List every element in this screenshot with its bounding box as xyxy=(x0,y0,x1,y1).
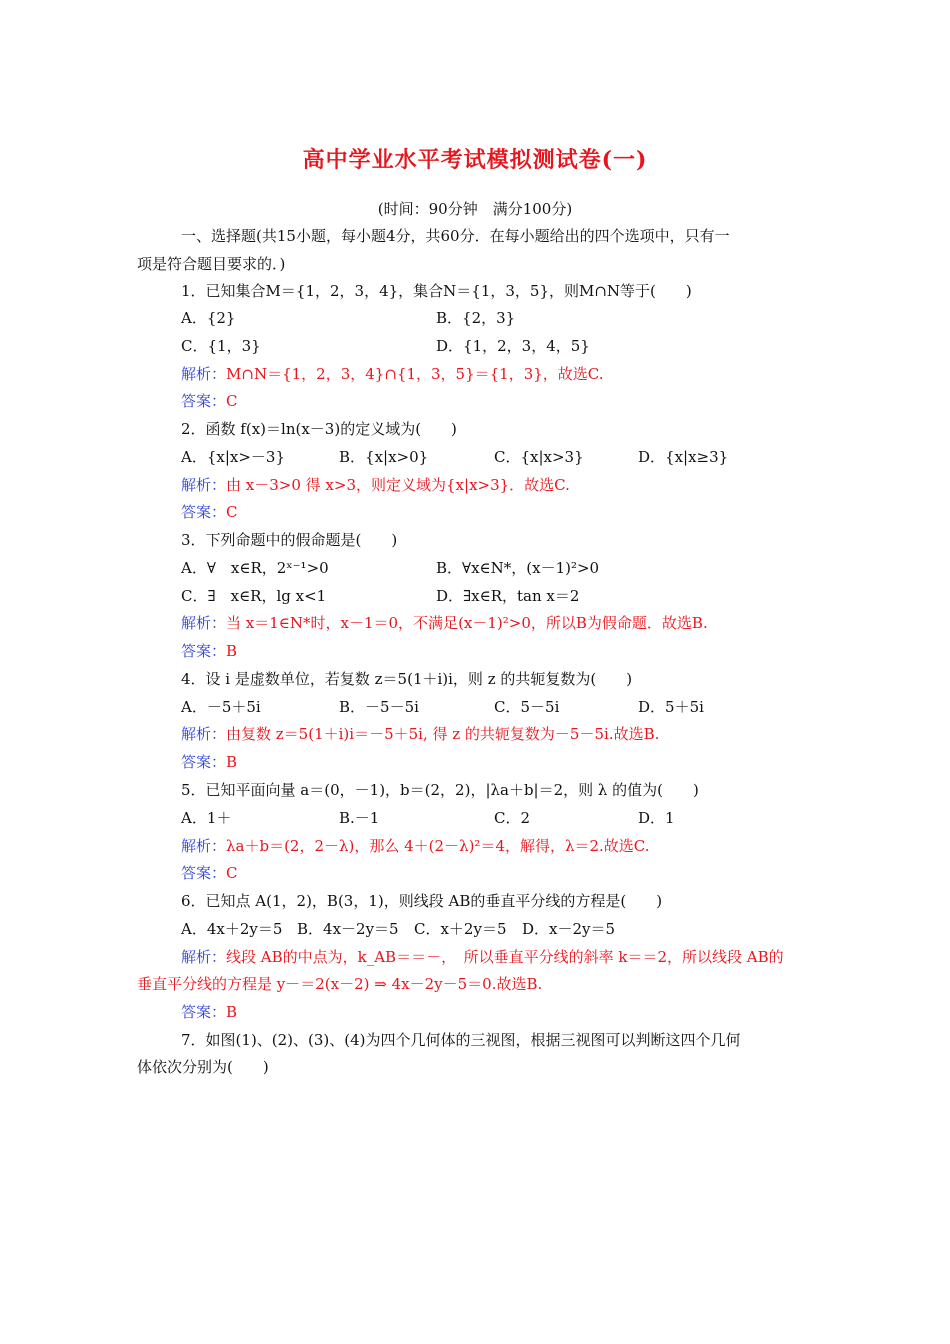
question-6-option-c: C．x＋2y＝5 xyxy=(414,920,507,938)
analysis-text: 由 x－3>0 得 x>3，则定义域为{x|x>3}．故选C. xyxy=(226,476,570,494)
question-6-option-a: A．4x＋2y＝5 xyxy=(181,920,283,938)
question-5-option-b: B.－1 xyxy=(339,809,380,827)
analysis-text: λa＋b＝(2，2－λ)，那么 4＋(2－λ)²＝4，解得，λ＝2.故选C. xyxy=(226,837,650,855)
answer-value: B xyxy=(226,1003,238,1021)
answer-value: C xyxy=(226,392,238,410)
question-5-option-a: A．1＋ xyxy=(181,809,232,827)
question-4-option-d: D．5＋5i xyxy=(638,698,704,716)
analysis-text: 线段 AB的中点为，k_AB＝＝－， 所以垂直平分线的斜率 k＝＝2，所以线段 AB的 xyxy=(226,948,784,966)
question-6-option-b: B．4x－2y＝5 xyxy=(297,920,399,938)
analysis-label: 解析： xyxy=(181,725,227,743)
answer-label: 答案： xyxy=(181,753,227,771)
answer-label: 答案： xyxy=(181,864,227,882)
question-3-option-a: A．∀ x∈R，2ˣ⁻¹>0 xyxy=(181,559,329,577)
exam-time-info: (时间：90分钟 满分100分) xyxy=(377,200,573,218)
answer-value: C xyxy=(226,864,238,882)
question-3-answer xyxy=(181,641,237,661)
question-2-option-a: A．{x|x>－3} xyxy=(181,448,286,466)
answer-value: C xyxy=(226,503,238,521)
question-3-option-d: D．∃x∈R，tan x＝2 xyxy=(436,587,580,605)
analysis-text: 当 x＝1∈N*时，x－1＝0，不满足(x－1)²>0，所以B为假命题．故选B. xyxy=(226,614,708,632)
question-6-stem: 6．已知点 A(1，2)，B(3，1)，则线段 AB的垂直平分线的方程是( ) xyxy=(181,892,663,910)
analysis-label: 解析： xyxy=(181,365,227,383)
question-3-option-c: C．∃ x∈R，lg x<1 xyxy=(181,587,327,605)
answer-value: B xyxy=(226,753,238,771)
question-1-answer xyxy=(181,391,238,411)
question-4-answer xyxy=(181,752,237,772)
analysis-label: 解析： xyxy=(181,837,227,855)
question-6-answer xyxy=(181,1002,237,1022)
question-1-stem: 1．已知集合M＝{1，2，3，4}，集合N＝{1，3，5}，则M∩N等于( ) xyxy=(181,282,692,300)
question-5-stem: 5．已知平面向量 a＝(0，－1)，b＝(2，2)，|λa＋b|＝2，则 λ 的值为( ) xyxy=(181,781,699,799)
question-2-option-c: C．{x|x>3} xyxy=(494,448,584,466)
analysis-label: 解析： xyxy=(181,948,227,966)
question-4-analysis xyxy=(181,724,659,744)
question-4-option-b: B．－5－5i xyxy=(339,698,419,716)
question-4-stem: 4．设 i 是虚数单位，若复数 z＝5(1＋i)i，则 z 的共轭复数为( ) xyxy=(181,670,633,688)
answer-label: 答案： xyxy=(181,503,227,521)
question-2-stem: 2．函数 f(x)＝ln(x－3)的定义域为( ) xyxy=(181,420,457,438)
question-2-option-d: D．{x|x≥3} xyxy=(638,448,729,466)
question-2-option-b: B．{x|x>0} xyxy=(339,448,429,466)
section-instruction-line2: 项是符合题目要求的．) xyxy=(137,255,286,273)
analysis-label: 解析： xyxy=(181,476,227,494)
question-5-option-c: C．2 xyxy=(494,809,531,827)
page-title: 高中学业水平考试模拟测试卷(一) xyxy=(302,147,648,173)
question-1-option-b: B．{2，3} xyxy=(436,309,516,327)
answer-label: 答案： xyxy=(181,1003,227,1021)
question-6-analysis-continued: 垂直平分线的方程是 y－＝2(x－2) ⇒ 4x－2y－5＝0.故选B. xyxy=(137,975,543,993)
question-4-option-c: C．5－5i xyxy=(494,698,560,716)
question-1-option-d: D．{1，2，3，4，5} xyxy=(436,337,590,355)
analysis-label: 解析： xyxy=(181,614,227,632)
question-1-option-a: A．{2} xyxy=(181,309,236,327)
answer-label: 答案： xyxy=(181,392,227,410)
question-5-analysis xyxy=(181,836,650,856)
answer-value: B xyxy=(226,642,238,660)
question-1-analysis xyxy=(181,364,604,384)
analysis-text: M∩N＝{1，2，3，4}∩{1，3，5}＝{1，3}，故选C. xyxy=(226,365,604,383)
question-3-stem: 3．下列命题中的假命题是( ) xyxy=(181,531,398,549)
section-instruction-line1: 一、选择题(共15小题，每小题4分，共60分．在每小题给出的四个选项中，只有一 xyxy=(181,227,730,245)
question-2-analysis xyxy=(181,475,570,495)
question-5-answer xyxy=(181,863,238,883)
question-2-answer xyxy=(181,502,238,522)
question-5-option-d: D．1 xyxy=(638,809,675,827)
question-3-analysis xyxy=(181,613,708,633)
answer-label: 答案： xyxy=(181,642,227,660)
question-7-stem: 7．如图(1)、(2)、(3)、(4)为四个几何体的三视图，根据三视图可以判断这四个几何 xyxy=(181,1031,741,1049)
question-1-option-c: C．{1，3} xyxy=(181,337,261,355)
question-6-option-d: D．x－2y＝5 xyxy=(522,920,616,938)
question-4-option-a: A．－5＋5i xyxy=(181,698,261,716)
question-7-stem-continued: 体依次分别为( ) xyxy=(137,1058,269,1076)
question-6-analysis xyxy=(181,947,784,967)
question-3-option-b: B．∀x∈N*，(x－1)²>0 xyxy=(436,559,600,577)
analysis-text: 由复数 z＝5(1＋i)i＝－5＋5i, 得 z 的共轭复数为－5－5i.故选B. xyxy=(226,725,660,743)
